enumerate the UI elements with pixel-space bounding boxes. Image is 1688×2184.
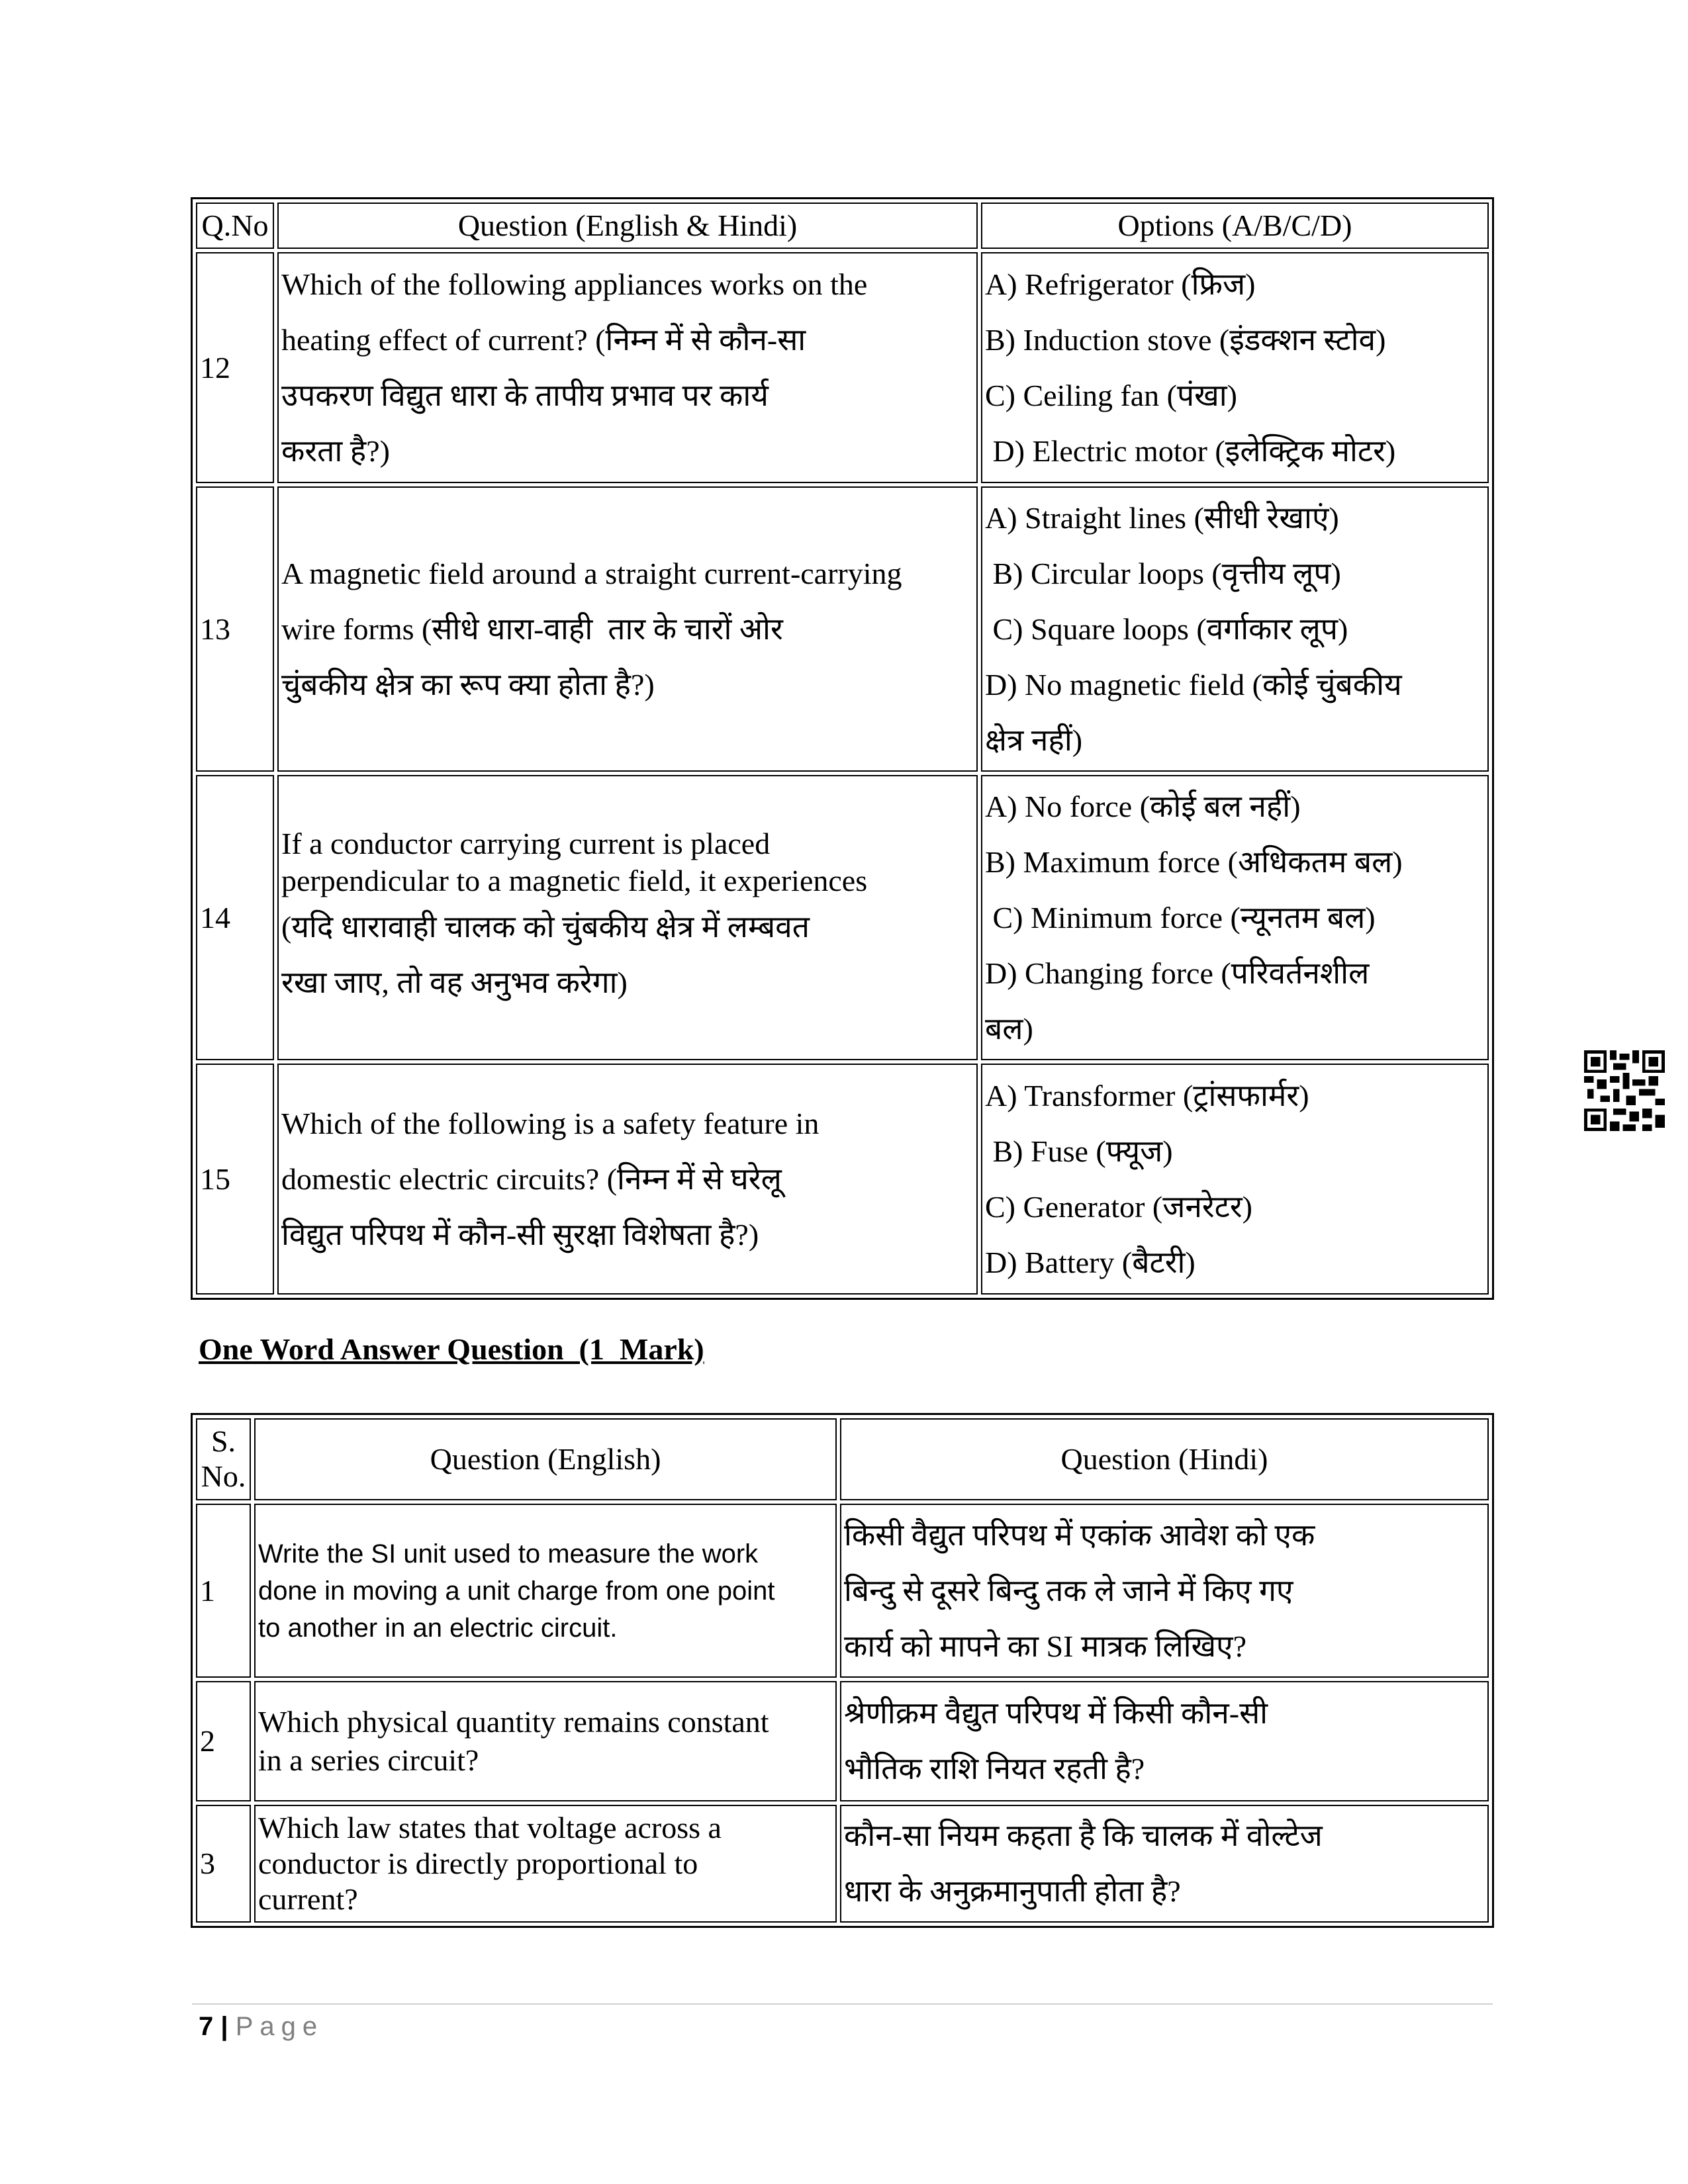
options-list xyxy=(981,486,1489,772)
question-line: current? xyxy=(258,1882,358,1916)
qr-code-icon xyxy=(1584,1050,1665,1131)
question-number: 12 xyxy=(196,252,274,483)
serial-number: 2 xyxy=(196,1681,251,1801)
question-line: कौन-सा नियम कहता है कि चालक में वोल्टेज xyxy=(844,1819,1323,1852)
question-line: चुंबकीय क्षेत्र का रूप क्या होता है?) xyxy=(281,667,655,702)
header-serial-line: S. xyxy=(211,1424,236,1459)
header-options: Options (A/B/C/D) xyxy=(981,203,1489,249)
question-english xyxy=(254,1504,837,1678)
table-row xyxy=(196,486,1489,772)
page-number: 7 xyxy=(199,2012,214,2041)
question-line: to another in an electric circuit. xyxy=(258,1613,618,1643)
option-a: A) Transformer (ट्रांसफार्मर) xyxy=(985,1078,1309,1113)
question-text xyxy=(277,486,978,772)
question-english xyxy=(254,1805,837,1923)
question-number: 14 xyxy=(196,775,274,1060)
header-question-hindi: Question (Hindi) xyxy=(840,1418,1489,1500)
section-heading: One Word Answer Question (1 Mark) xyxy=(199,1332,704,1366)
footer-separator: | xyxy=(220,2012,228,2041)
option-b: B) Circular loops (वृत्तीय लूप) xyxy=(985,556,1341,590)
header-qno: Q.No xyxy=(196,203,274,249)
question-line: कार्य को मापने का SI मात्रक लिखिए? xyxy=(844,1629,1247,1663)
option-d: D) Battery (बैटरी) xyxy=(985,1245,1196,1279)
table-row xyxy=(196,1805,1489,1923)
question-line: विद्युत परिपथ में कौन-सी सुरक्षा विशेषता है?) xyxy=(281,1217,759,1251)
question-line: करता है?) xyxy=(281,433,390,468)
options-list xyxy=(981,1064,1489,1295)
option-a: A) Straight lines (सीधी रेखाएं) xyxy=(985,500,1339,535)
question-english xyxy=(254,1681,837,1801)
question-line: If a conductor carrying current is placed xyxy=(281,826,771,860)
question-hindi xyxy=(840,1504,1489,1678)
question-line: Which of the following appliances works on the xyxy=(281,267,868,301)
page-label: Page xyxy=(235,2012,324,2041)
question-line: धारा के अनुक्रमानुपाती होता है? xyxy=(844,1874,1181,1908)
option-d: D) Electric motor (इलेक्ट्रिक मोटर) xyxy=(985,433,1396,468)
table-header-row xyxy=(196,1418,1489,1500)
question-number: 13 xyxy=(196,486,274,772)
question-line: wire forms (सीधे धारा-वाही तार के चारों ओर xyxy=(281,612,783,646)
header-serial-number xyxy=(196,1418,251,1500)
page-footer xyxy=(199,2012,324,2042)
question-line: heating effect of current? (निम्न में से कौन-सा xyxy=(281,322,806,357)
mcq-table xyxy=(191,197,1494,1300)
question-line: बिन्दु से दूसरे बिन्दु तक ले जाने में किए गए xyxy=(844,1573,1293,1608)
question-line: Which law states that voltage across a xyxy=(258,1811,722,1844)
question-line: भौतिक राशि नियत रहती है? xyxy=(844,1752,1145,1786)
option-d-continued: क्षेत्र नहीं) xyxy=(985,723,1083,757)
table-row xyxy=(196,1504,1489,1678)
options-list xyxy=(981,252,1489,483)
question-line: श्रेणीक्रम वैद्युत परिपथ में किसी कौन-सी xyxy=(844,1696,1268,1730)
option-a: A) No force (कोई बल नहीं) xyxy=(985,789,1301,823)
table-row xyxy=(196,252,1489,483)
header-question-english: Question (English) xyxy=(254,1418,837,1500)
question-line: A magnetic field around a straight current-carrying xyxy=(281,556,902,590)
question-line: उपकरण विद्युत धारा के तापीय प्रभाव पर कार्य xyxy=(281,378,769,412)
question-text xyxy=(277,775,978,1060)
option-c: C) Ceiling fan (पंखा) xyxy=(985,378,1237,412)
option-b: B) Fuse (फ्यूज) xyxy=(985,1134,1173,1168)
question-text xyxy=(277,252,978,483)
question-line: done in moving a unit charge from one point xyxy=(258,1576,775,1606)
serial-number: 1 xyxy=(196,1504,251,1678)
question-text xyxy=(277,1064,978,1295)
serial-number: 3 xyxy=(196,1805,251,1923)
question-line: (यदि धारावाही चालक को चुंबकीय क्षेत्र में लम्बवत xyxy=(281,909,810,944)
footer-divider xyxy=(192,2003,1493,2005)
question-number: 15 xyxy=(196,1064,274,1295)
table-row xyxy=(196,775,1489,1060)
question-hindi xyxy=(840,1681,1489,1801)
question-line: conductor is directly proportional to xyxy=(258,1846,698,1880)
table-header-row xyxy=(196,203,1489,249)
option-d-continued: बल) xyxy=(985,1011,1033,1046)
question-line: Write the SI unit used to measure the work xyxy=(258,1539,759,1569)
table-row xyxy=(196,1681,1489,1801)
option-d: D) No magnetic field (कोई चुंबकीय xyxy=(985,667,1402,702)
question-line: रखा जाए, तो वह अनुभव करेगा) xyxy=(281,965,628,999)
header-serial-line: No. xyxy=(201,1459,246,1493)
option-b: B) Maximum force (अधिकतम बल) xyxy=(985,844,1403,879)
option-d: D) Changing force (परिवर्तनशील xyxy=(985,956,1370,990)
option-c: C) Minimum force (न्यूनतम बल) xyxy=(985,900,1376,934)
option-c: C) Square loops (वर्गाकार लूप) xyxy=(985,612,1348,646)
option-a: A) Refrigerator (फ्रिज) xyxy=(985,267,1256,301)
one-word-answer-table xyxy=(191,1413,1494,1928)
options-list xyxy=(981,775,1489,1060)
question-line: Which of the following is a safety feature in xyxy=(281,1106,820,1140)
option-b: B) Induction stove (इंडक्शन स्टोव) xyxy=(985,322,1386,357)
table-row xyxy=(196,1064,1489,1295)
option-c: C) Generator (जनरेटर) xyxy=(985,1189,1252,1224)
header-question: Question (English & Hindi) xyxy=(277,203,978,249)
question-line: in a series circuit? xyxy=(258,1743,479,1777)
question-hindi xyxy=(840,1805,1489,1923)
question-line: Which physical quantity remains constant xyxy=(258,1705,769,1739)
question-line: domestic electric circuits? (निम्न में से घरेलू xyxy=(281,1161,782,1196)
question-line: किसी वैद्युत परिपथ में एकांक आवेश को एक xyxy=(844,1518,1315,1552)
question-line: perpendicular to a magnetic field, it experiences xyxy=(281,863,868,897)
